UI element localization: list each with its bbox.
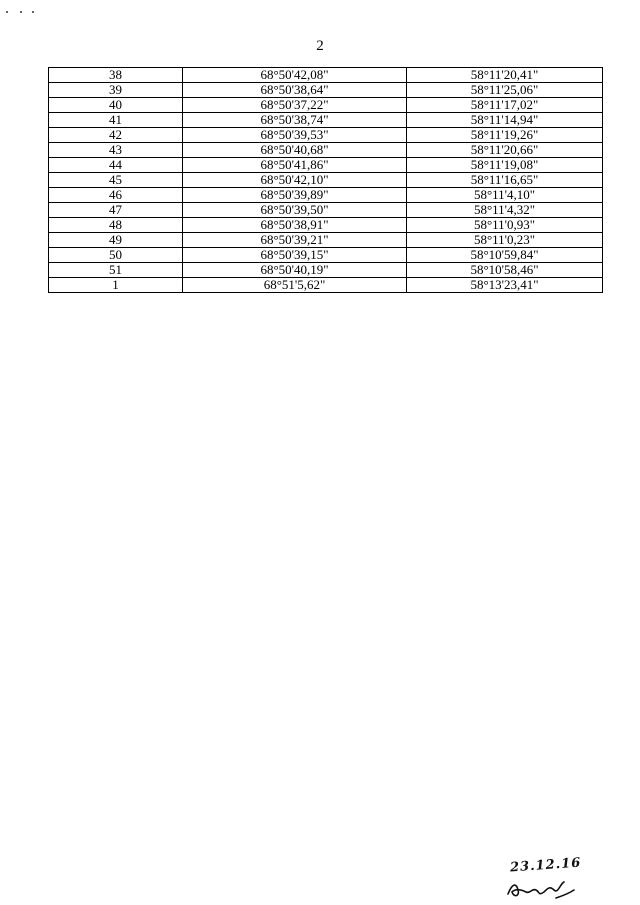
longitude-cell: 58°13'23,41" bbox=[407, 278, 603, 293]
longitude-cell: 58°11'16,65" bbox=[407, 173, 603, 188]
coordinates-table-body bbox=[49, 68, 603, 293]
longitude-cell: 58°11'20,41" bbox=[407, 68, 603, 83]
longitude-cell: 58°11'4,10" bbox=[407, 188, 603, 203]
longitude-cell: 58°11'25,06" bbox=[407, 83, 603, 98]
longitude-cell: 58°11'17,02" bbox=[407, 98, 603, 113]
table-row bbox=[49, 68, 603, 83]
longitude-cell: 58°11'0,23" bbox=[407, 233, 603, 248]
table-row bbox=[49, 203, 603, 218]
longitude-cell: 58°11'19,26" bbox=[407, 128, 603, 143]
point-number-cell: 45 bbox=[49, 173, 183, 188]
point-number-cell: 39 bbox=[49, 83, 183, 98]
latitude-cell: 68°50'40,19" bbox=[183, 263, 407, 278]
point-number-cell: 48 bbox=[49, 218, 183, 233]
table-row bbox=[49, 128, 603, 143]
point-number-cell: 1 bbox=[49, 278, 183, 293]
latitude-cell: 68°51'5,62" bbox=[183, 278, 407, 293]
page-number: 2 bbox=[316, 38, 324, 54]
handwritten-signature bbox=[500, 872, 580, 902]
longitude-cell: 58°10'59,84" bbox=[407, 248, 603, 263]
longitude-cell: 58°11'19,08" bbox=[407, 158, 603, 173]
latitude-cell: 68°50'39,15" bbox=[183, 248, 407, 263]
latitude-cell: 68°50'38,74" bbox=[183, 113, 407, 128]
table-row bbox=[49, 98, 603, 113]
table-row bbox=[49, 248, 603, 263]
table-row bbox=[49, 233, 603, 248]
longitude-cell: 58°11'0,93" bbox=[407, 218, 603, 233]
coordinates-table bbox=[48, 67, 603, 293]
longitude-cell: 58°11'4,32" bbox=[407, 203, 603, 218]
point-number-cell: 42 bbox=[49, 128, 183, 143]
table-row bbox=[49, 188, 603, 203]
latitude-cell: 68°50'42,08" bbox=[183, 68, 407, 83]
scan-artifact bbox=[6, 8, 46, 16]
latitude-cell: 68°50'39,50" bbox=[183, 203, 407, 218]
latitude-cell: 68°50'40,68" bbox=[183, 143, 407, 158]
table-row bbox=[49, 263, 603, 278]
table-row bbox=[49, 278, 603, 293]
latitude-cell: 68°50'37,22" bbox=[183, 98, 407, 113]
table-row bbox=[49, 173, 603, 188]
latitude-cell: 68°50'39,89" bbox=[183, 188, 407, 203]
point-number-cell: 41 bbox=[49, 113, 183, 128]
table-row bbox=[49, 218, 603, 233]
point-number-cell: 49 bbox=[49, 233, 183, 248]
table-row bbox=[49, 113, 603, 128]
point-number-cell: 46 bbox=[49, 188, 183, 203]
longitude-cell: 58°11'14,94" bbox=[407, 113, 603, 128]
latitude-cell: 68°50'42,10" bbox=[183, 173, 407, 188]
table-row bbox=[49, 158, 603, 173]
table-row bbox=[49, 143, 603, 158]
point-number-cell: 51 bbox=[49, 263, 183, 278]
longitude-cell: 58°10'58,46" bbox=[407, 263, 603, 278]
longitude-cell: 58°11'20,66" bbox=[407, 143, 603, 158]
latitude-cell: 68°50'39,53" bbox=[183, 128, 407, 143]
point-number-cell: 47 bbox=[49, 203, 183, 218]
table-row bbox=[49, 83, 603, 98]
point-number-cell: 43 bbox=[49, 143, 183, 158]
latitude-cell: 68°50'38,91" bbox=[183, 218, 407, 233]
signature-block bbox=[500, 855, 590, 904]
latitude-cell: 68°50'38,64" bbox=[183, 83, 407, 98]
point-number-cell: 50 bbox=[49, 248, 183, 263]
latitude-cell: 68°50'41,86" bbox=[183, 158, 407, 173]
latitude-cell: 68°50'39,21" bbox=[183, 233, 407, 248]
point-number-cell: 40 bbox=[49, 98, 183, 113]
signature-date: 23.12.16 bbox=[509, 855, 582, 876]
point-number-cell: 44 bbox=[49, 158, 183, 173]
point-number-cell: 38 bbox=[49, 68, 183, 83]
